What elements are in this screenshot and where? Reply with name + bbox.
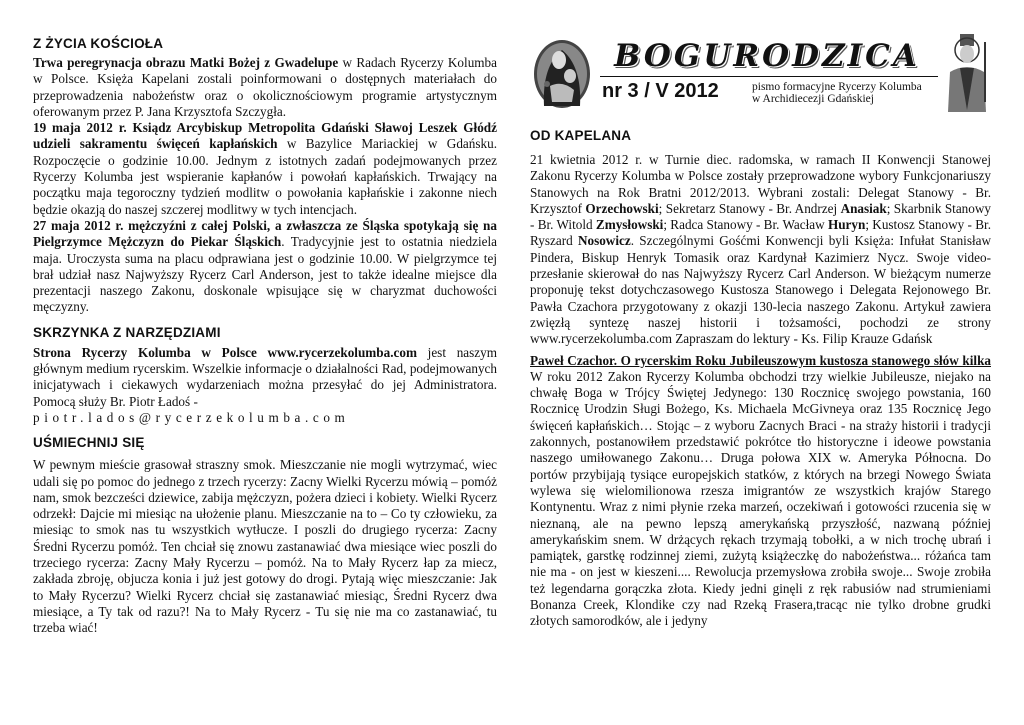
section-title-chaplain: OD KAPELANA — [530, 128, 632, 143]
surname: Zmysłowski — [595, 217, 664, 233]
surname: Huryn — [827, 217, 866, 233]
text: ; Skarbnik Stanowy - Br. Witold — [530, 200, 991, 233]
right-column — [530, 0, 991, 630]
paragraph-ordination — [33, 120, 497, 218]
paragraph-pilgrimage — [33, 218, 497, 316]
paragraph-website — [33, 345, 497, 426]
bold-lead: 27 maja 2012 r. mężczyźni z całej Polski, a zwłaszcza ze Śląska spotykają się na Pielgrzymce Mężczyzn do Piekar Śląskich — [33, 217, 497, 250]
surname: Orzechowski — [585, 200, 659, 216]
newsletter-title: BOGURODZICA — [614, 38, 920, 74]
text: w Bazylice Mariackiej w Gdańsku. Rozpoczęcie o godzinie 10.00. Jednym z istotnych zadań podejmowanych przez Rycerzy Kolumba jest wspieranie kapłanów i powołań kapłańskich. Trwający na początku maja tegoroczny tydzień modlitw o powołania kapłańskie i zakonne niech będzie okazją do naszej szczerej modlitwy w tych intencjach. — [33, 136, 497, 217]
section-title-toolbox: SKRZYNKA Z NARZĘDZIAMI — [33, 324, 221, 340]
text-spaced: piotr.lados@rycerzekolumba.com — [33, 409, 350, 425]
article-lead: Paweł Czachor. O rycerskim Roku Jubileuszowym kustosza stanowego słów kilka — [530, 352, 991, 368]
section-title-smile: UŚMIECHNIJ SIĘ — [33, 435, 145, 451]
text: . Tradycyjnie jest to ostatnia niedziela maja. Uroczysta suma na placu odprawiana jest o godzinie 10.00. W pielgrzymce tej brał udział nasz Najwyższy Rycerz Carl Anderson, jest to także idealne miejsce dla prezentacji naszego Zakonu, doskonale wpisujące się w charyzmat duchowości męczyzny. — [33, 234, 497, 315]
article-body: W roku 2012 Zakon Rycerzy Kolumba obchodzi trzy wielkie Jubileusze, niejako na chwałę Boga w Trójcy Świętej Jedynego: 130 Rocznicę swojego powstania, 160 Rocznicę Urodzin Sługi Bożego, Ks. Michaela McGivneya oraz 135 Rocznicę Jego święceń kapłańskich… Stojąc – z wyboru Zacnych Braci - na straży historii i tradycji zakonnych, postanowiłem przedstawić pokrótce tło historyczne i ideowe powstania naszego umiłowanego Zakonu… Druga połowa XIX w. Ameryka Północna. Do portów przybijają tysiące europejskich statków, z których na brzegi Nowego Świata wylewa się wielomilionowa rzesza imigrantów ze wszystkich krajów Starego Kontynentu. Wraz z nimi płynie rzeka marzeń, oczekiwań i gotowości rzucenia się w nieznaną, ale na pewno lepszą amerykańską przyszłość, nazwaną później amerykańskim snem. W drżących rękach trzymają tobołki, a w nich trochę ubrań i pamiątek, garstkę rodzinnej ziemi, zużytą książeczkę do nabożeństwa... różańca tam nie ma - on jest w kieszeni.... Rewolucja przemysłowa zrobiła swoje... Swoje zrobiła też legendarna gorączka złota. Kiedy jedni ginęli z ręk rabusiów nad strumieniami Bonanza Creek, Klondike czy nad Rzeką Frasera,tracąc nie tylko drobne grudki złotych samorodków, ale i jedyny — [530, 368, 991, 629]
paragraph-chaplain — [530, 152, 991, 348]
issue-number: nr 3 / V 2012 — [602, 80, 719, 102]
paragraph-peregrination — [33, 55, 497, 120]
text: ; Kustosz Stanowy - Br. Ryszard — [530, 217, 991, 249]
paragraph-article — [530, 353, 991, 630]
text: ; Radca Stanowy - Br. Wacław — [663, 217, 828, 233]
surname: Anasiak — [840, 200, 887, 216]
paragraph-joke: W pewnym mieście grasował straszny smok. Mieszczanie nie mogli wytrzymać, wiec udali się po pomoc do jednego z trzech rycerzy: Zacny Wielki Rycerzu mówią – pomóż nam, smok bezcześci dziewice, zabija mężczyzn, pożera dzieci i kobiety. Wielki Rycerz odrzekł: Dajcie mi miesiąc na ułożenie planu. Mieszczanie na to – Co ty człowieku, za miesiąc to smok nas tu wszystkich wytłucze. I poszli do drugiego rycerza: Zacny Średni Rycerzu pomóż. Ten chciał się znowu zastanawiać dwa miesiące wiec poszli do trzeciego rycerza: Zacny Mały Rycerzu – pomóż. Na to Mały Rycerz łap za miecz, zakłada zbroję, objucza konia i już jest gotowy do drogi. Pytają więc mieszczanie: Jak to Mały Rycerzu? Wielki Rycerz chciał się zastanawiać miesiąc, Średni Rycerz dwa miesiące, a Ty tak od razu?! Na to Mały Rycerz - Tu się nie ma co zastanawiać, tu trzeba wiać! — [33, 457, 497, 636]
text: jest naszym głównym medium rycerskim. Wszelkie informacje o działalności Rad, podejmowanych inicjatywach i ciekawych wydarzeniach można przesyłać do jej — [33, 344, 497, 393]
tagline-line-1: pismo formacyjne Rycerzy Kolumba — [752, 81, 922, 93]
text: ; Sekretarz Stanowy - Br. Andrzej — [658, 200, 841, 216]
text: 21 kwietnia 2012 r. w Turnie diec. radomska, w ramach II Konwencji Stanowej Zakonu Rycerzy Kolumba w Polsce zostały przeprowadzone wybory Funkcjonariuszy Stanowych na Rok Bratni 2012/2013. Wybrani zostali: Delegat Stanowy - Br. Krzysztof — [530, 152, 991, 216]
text: . Szczególnymi Gośćmi Konwencji byli Księża: Infułat Stanisław Pindera, Biskup Henryk Tomasik oraz Kardynał Kazimierz Nycz. Swoje video-przesłanie skierował do nas Najwyższy Rycerz Carl Anderson. W bieżącym numerze proponuję tekst dotychczasowego Kustosza Stanowego i Delegata Rejonowego Br. Pawła Czachora przygotowany z okazji 130-lecia naszego Zakonu. Artykuł zawiera zwięzłą syntezę naszej historii i tożsamości, pochodzi ze strony www.rycerzekolumba.com Zapraszam do lektury - Ks. Filip Krauze Gdańsk — [530, 233, 992, 347]
surname: Nosowicz — [577, 233, 631, 249]
tagline-line-2: w Archidiecezji Gdańskiej — [752, 93, 874, 105]
text: Administratora. Pomocą służy Br. Piotr Ładoś - — [33, 377, 497, 409]
text: w Radach Rycerzy Kolumba w Polsce. Księża Kapelani zostali poinformowani o dostępnych materiałach do przeprowadzenia nabożeństw oraz o okolicznościowym programie artystycznym oferowanym przez P. Jana Krzysztofa Szczygła. — [33, 55, 497, 119]
bold-lead: Strona Rycerzy Kolumba w Polsce www.rycerzekolumba.com — [33, 344, 417, 360]
section-title-church-life: Z ŻYCIA KOŚCIOŁA — [33, 36, 164, 51]
bold-lead: Trwa peregrynacja obrazu Matki Bożej z Gwadelupe — [33, 55, 339, 70]
bold-lead: 19 maja 2012 r. Ksiądz Arcybiskup Metropolita Gdański Sławoj Leszek Głódź udzieli sakramentu święceń kapłańskich — [33, 120, 497, 152]
left-column — [33, 0, 497, 637]
